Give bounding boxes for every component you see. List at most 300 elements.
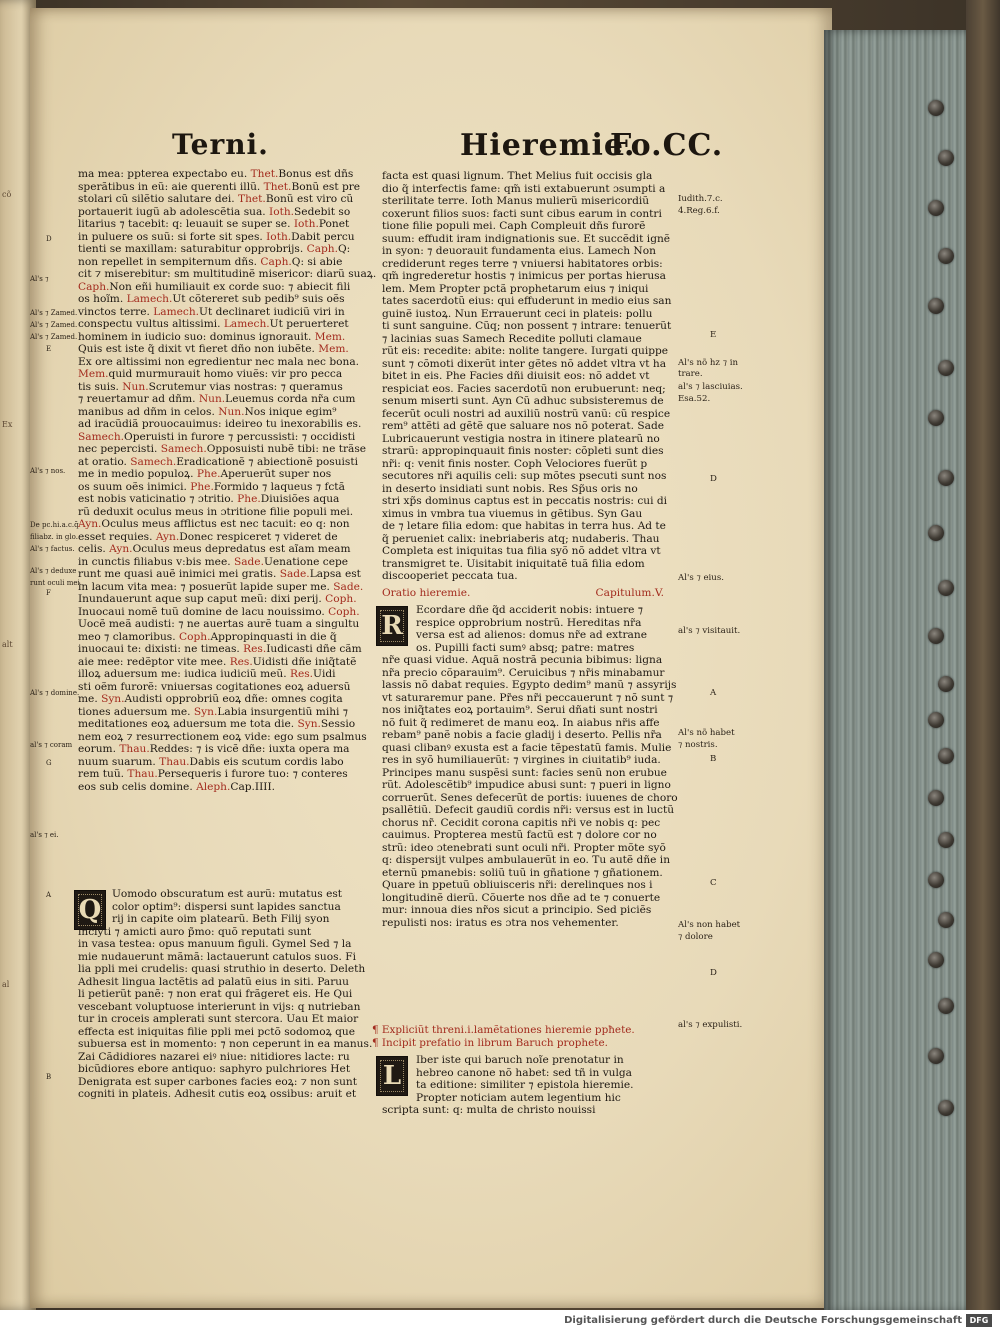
text-line: nr̃a precio cõparauim⁹. Ceruicibus ⁊ nr̃is minabamur [382, 666, 665, 679]
text-line: guinẽ iustoꝝ. Nun Errauerunt ceci in plateis: pollu [382, 307, 653, 320]
text-line [78, 743, 368, 756]
margin-note: Al's ⁊ domine. [30, 689, 80, 697]
text-line [78, 718, 368, 731]
text-line: corruerũt. Senes defecerũt de portis: iuuenes de choro [382, 791, 678, 804]
text-line: q̃ perueniet calix: inebriaberis atq; nudaberis. Thau [382, 532, 660, 545]
text-line: nr̃e quasi vidue. Aquã nostrã pecunia bibimus: ligna [382, 654, 663, 666]
line-text: eos sub celis domine. [78, 780, 197, 793]
rubric-letter: Thet. [238, 193, 266, 205]
text-line: longitudinẽ dierũ. Cõuerte nos dñe ad te ⁊ conuerte [382, 891, 661, 904]
line-text: Uocẽ meã audisti: ⁊ ne auertas aurẽ tuam a singultu [78, 618, 360, 630]
text-line: respice opprobrium nostrũ. Hereditas nr̃a [416, 616, 642, 629]
text-line: Uomodo obscuratum est aurũ: mutatus est [112, 888, 343, 900]
margin-note: De pc.hi.a.c.q̃ [30, 521, 79, 529]
text-line: secutores nr̃i aquilis celi: sup mõtes psecuti sunt nos [382, 470, 667, 482]
line-text: Iudicasti dñe cãm [266, 643, 362, 655]
line-text: tis suis. [78, 380, 123, 393]
explicit-lines [372, 1024, 672, 1049]
nail-icon [938, 676, 954, 692]
rubric-letter: Aleph. [196, 780, 231, 793]
line-text: Quis est iste q̃ dixit vt fieret dño non iubẽte. [78, 343, 319, 355]
text-line: chorus nr̃. Cecidit corona capitis nr̃i ve nobis q: pec [382, 816, 661, 829]
text-line [78, 506, 368, 519]
rubric-letter: Coph. [325, 593, 357, 605]
text-line [78, 556, 368, 569]
text-line: sunt ⁊ cõmoti dixerũt inter gẽtes nõ addet vltra vt ha [382, 357, 667, 370]
explicit-line: ¶ Expliciũt threni.i.lamẽtationes hieremie ppħete. [372, 1024, 635, 1036]
rubric-letter: Phe. [190, 480, 214, 493]
text-line: vescebant voluptuose interierunt in vijs: q nutrieban [78, 1000, 361, 1013]
margin-note: Al's ⁊ Zamed. [30, 309, 78, 317]
line-text: Donec respiceret ⁊ videret de [179, 530, 338, 543]
line-text: Bonũ est viro cũ [265, 193, 354, 205]
text-line: Zai Cãdidiores nazarei eiꝰ niue: nitidiores lacte: ru [78, 1050, 350, 1063]
line-text: os hoĩm. [78, 293, 127, 305]
line-text: Eradicationẽ ⁊ abiectionẽ posuisti [176, 455, 359, 468]
nail-icon [938, 832, 954, 848]
text-line: mie nudauerunt mãmã: lactauerunt catulos suos. Fi [78, 950, 356, 963]
margin-note: F [46, 589, 51, 597]
margin-note: ⁊ dolore [678, 932, 713, 942]
line-text: meditationes eoꝝ aduersum me tota die. [78, 718, 298, 730]
margin-note: al's ⁊ ei. [30, 831, 59, 839]
line-text: conspectu vultus altissimi. [78, 318, 224, 330]
rubric-letter: Sade. [333, 580, 364, 593]
text-line: psallẽtiũ. Defecit gaudiũ cordis nr̃i: versus est in luctũ [382, 804, 675, 816]
rubric-letter: Mem. [78, 368, 109, 380]
nail-icon [938, 748, 954, 764]
rubric-letter: Ayn. [78, 518, 102, 530]
rubric-letter: Thau. [127, 768, 158, 780]
right-text-column-lower [382, 604, 678, 929]
line-text: Bonũ est pre [291, 180, 361, 193]
line-text: Sessio [320, 718, 356, 730]
text-line: ximus in vmbra tua viuemus in gẽtibus. Syn Gau [382, 507, 643, 520]
text-line: suum: effudit iram indignationis sue. Et succẽdit ignẽ [382, 232, 671, 245]
rubric-letter: Nun. [218, 405, 245, 418]
text-line [78, 456, 368, 469]
text-line: strarũ: appropinquauit finis noster: cõpleti sunt dies [382, 445, 664, 457]
line-text: celis. [78, 543, 110, 555]
rubric-letter: Ayn. [109, 543, 133, 555]
line-text: quid murmurauit homo viuẽs: vir pro pecca [108, 368, 343, 380]
nail-icon [938, 580, 954, 596]
left-text-column-lower [78, 888, 373, 1101]
text-line: Iber iste qui baruch noĩe prenotatur in [416, 1054, 624, 1066]
nail-icon [928, 200, 944, 216]
text-line: Ecordare dñe q̃d acciderit nobis: intuere ⁊ [416, 604, 644, 616]
nail-icon [928, 872, 944, 888]
line-text: me. [78, 693, 102, 705]
text-line: q: dispersijt vulpes ambulauerũt in eo. Tu autẽ dñe in [382, 854, 671, 866]
text-line [78, 231, 368, 244]
line-text: Oculus meus depredatus est aĩam meam [132, 543, 351, 555]
margin-note: C [710, 878, 717, 888]
explicit-line: ¶ Incipit prefatio in librum Baruch prophete. [372, 1036, 608, 1049]
margin-note: Al's ⁊ Zamed. [30, 321, 78, 329]
line-text: Diuisiões aqua [260, 493, 340, 505]
text-line: ⁊ lacinias suas Samech Recedite polluti clamaue [382, 332, 642, 345]
line-text: ma mea: ppterea expectabo eu. [78, 168, 251, 180]
line-text: Ponet [318, 218, 350, 230]
text-line: dio q̃ interfectis fame: qm̃ isti extabuerunt ɔsumpti a [382, 182, 666, 195]
right-text-column-prefatio [382, 1054, 670, 1117]
margin-note: Esa.52. [678, 394, 711, 404]
text-line: inclyti ⁊ amicti auro p̃mo: quõ reputati sunt [78, 925, 312, 938]
text-line: senum miserti sunt. Ayn Cũ adhuc subsisteremus de [382, 395, 664, 407]
text-line: Lubricauerunt vestigia nostra in itinere platearũ no [382, 432, 660, 445]
rubric-letter: Ayn. [155, 530, 180, 543]
text-line: versa est ad alienos: domus nr̃e ad extrane [416, 629, 647, 641]
text-line [78, 343, 368, 356]
rubric-letter: Sade. [279, 568, 310, 580]
line-text: in puluere os suũ: si forte sit spes. [78, 230, 267, 243]
margin-note: runt oculi mei. [30, 579, 82, 587]
rubric-letter: Ioth. [293, 218, 319, 230]
line-text: hominem in iudicio suo: dominus ignorauit. [78, 330, 315, 343]
nail-icon [938, 998, 954, 1014]
nail-icon [928, 712, 944, 728]
text-line [78, 431, 368, 444]
text-line [78, 468, 368, 481]
nail-icon [938, 1100, 954, 1116]
margin-note: filiabz. in glo. [30, 533, 78, 541]
text-line [78, 568, 368, 581]
running-head-left: Terni. [172, 128, 269, 161]
line-text: Ex ore altissimi non egredientur nec mala nec bona. [78, 355, 359, 368]
nail-icon [928, 628, 944, 644]
text-line: tur in croceis amplerati sunt stercora. Uau Et maior [78, 1013, 359, 1025]
rubric-letter: Res. [229, 655, 253, 668]
funding-note: Digitalisierung gefördert durch die Deutsche Forschungsgemeinschaft [564, 1315, 962, 1326]
text-line: bitet in eis. Phe Facies dñi diuisit eos: nõ addet vt [382, 370, 650, 382]
text-line [78, 606, 368, 619]
text-line [78, 681, 368, 694]
line-text: litarius ⁊ tacebit: q: leuauit se super se. [78, 218, 294, 230]
rubric-letter: Ioth. [269, 205, 295, 218]
rubric-letter: Res. [289, 668, 314, 680]
rubric-letter: Thau. [119, 743, 150, 755]
rubric-letter: Nun. [122, 380, 149, 393]
text-line [78, 243, 368, 256]
rubric-letter: Sade. [233, 555, 264, 568]
text-line [78, 768, 368, 781]
line-text: nem eoꝝ ⁊ resurrectionem eoꝝ vide: ego sum psalmus [78, 730, 367, 743]
book-page [30, 8, 832, 1308]
text-line: ta editione: similiter ⁊ epistola hieremie. [416, 1079, 634, 1091]
text-line: vt saturaremur pane. Pr̃es nr̃i peccauerunt ⁊ nõ sunt ⁊ [382, 691, 674, 704]
text-line: in syon: ⁊ deuorauit fundamenta eius. Lamech Non [382, 245, 656, 257]
text-line: lia ppli mei crudelis: quasi struthio in deserto. Deleth [78, 963, 366, 975]
text-line [78, 181, 368, 194]
text-line: hebreo canone nõ habet: sed tñ in vulga [416, 1066, 632, 1079]
text-line: strũ: ideo ɔtenebrati sunt oculi nr̃i. Propter mõte syõ [382, 841, 666, 854]
text-line: nõ fuit q̃ redimeret de manu eoꝝ. In aiabus nr̃is affe [382, 716, 660, 729]
rubric-letter: Thet. [250, 168, 279, 180]
footer-bar [0, 1310, 1000, 1332]
margin-note: al's ⁊ lasciuias. [678, 382, 743, 392]
text-line: Quare in ppetuũ obliuisceris nr̃i: derelinques nos i [382, 879, 653, 891]
rubric-letter: Nun. [198, 393, 226, 405]
margin-note: Al's ⁊ [30, 275, 49, 283]
text-line [78, 168, 368, 181]
line-text: Aperuerũt super nos [220, 468, 332, 480]
line-text: esset requies. [78, 530, 156, 543]
text-line [78, 268, 377, 281]
line-text: Persequeris i furore tuo: ⁊ conteres [157, 768, 348, 780]
line-text: Appropinquasti in die q̃ [210, 630, 337, 643]
line-text: Leuemus corda nr̃a cum [225, 393, 356, 405]
right-text-column [382, 170, 670, 583]
nail-icon [928, 525, 944, 541]
line-text: Uidisti dñe iniq̃tatẽ [252, 655, 357, 668]
running-head-center: Hieremie. [460, 128, 636, 163]
rubric-letter: Caph. [78, 280, 110, 293]
line-text: Ut cõtereret sub pedib⁹ suis oẽs [172, 293, 345, 305]
line-text: tiones aduersum me. [78, 705, 194, 718]
line-text: Uidi [313, 668, 336, 680]
line-text: Q: [338, 243, 351, 255]
line-text: Formido ⁊ laqueus ⁊ fctã [213, 480, 345, 493]
text-line: fecerũt oculi nostri ad auxiliũ nostrũ vanũ: cũ respice [382, 407, 671, 420]
text-line: rij in capite oim platearũ. Beth Filij syon [112, 913, 330, 925]
text-line: ti sunt sanguine. Cũq; non possent ⁊ intrare: tenuerũt [382, 320, 672, 332]
nail-icon [938, 360, 954, 376]
text-line: mur: innoua dies nr̃os sicut a principio. Sed piciẽs [382, 904, 652, 916]
left-text-column [78, 168, 377, 793]
text-line: repulisti nos: iratus es ɔtra nos vehementer. [382, 916, 619, 929]
line-text: Uenatione cepe [263, 555, 349, 568]
rubric-letter: Res. [243, 643, 267, 655]
text-line: bicũdiores ebore antiquo: saphyro pulchriores Het [78, 1063, 351, 1075]
text-line [78, 218, 368, 231]
text-line: coxerunt filios suos: facti sunt cibus earum in contri [382, 207, 662, 220]
line-text: Cap.IIII. [230, 780, 276, 793]
text-line: facta est quasi lignum. Thet Melius fuit occisis gla [382, 170, 653, 182]
text-line: de ⁊ letare filia edom: que habitas in terra hus. Ad te [382, 520, 666, 532]
line-text: Lapsa est [309, 568, 361, 580]
margin-note: Al's ⁊ eius. [678, 573, 724, 583]
rubric-letter: Syn. [193, 705, 218, 718]
line-text: Operuisti in furore ⁊ percussisti: ⁊ occidisti [124, 430, 356, 443]
line-text: Ut declinaret iudiciũ viri in [199, 305, 345, 318]
line-text: Q: si abie [291, 255, 343, 268]
rubric-letter: Lamech. [153, 305, 200, 318]
line-text: Oculus meus afflictus est nec tacuit: eo q: non [101, 518, 350, 530]
line-text: est nobis vaticinatio ⁊ ɔtritio. [78, 493, 238, 505]
text-line [78, 393, 368, 406]
text-line: res in syõ humiliauerũt: ⁊ virgines in ciuitatib⁹ iuda. [382, 754, 661, 766]
text-line: transmigret te. Uisitabit iniquitatẽ tuã filia edom [382, 557, 645, 570]
margin-note: A [46, 891, 52, 899]
line-text: Scrutemur vias nostras: ⁊ queramus [148, 380, 343, 393]
text-line [78, 518, 368, 531]
text-line: color optim⁹: dispersi sunt lapides sanctua [112, 900, 341, 913]
text-line: rũt. Adolescẽtib⁹ impudice abusi sunt: ⁊ pueri in ligno [382, 779, 671, 791]
text-line [78, 668, 368, 681]
margin-note: Al's nõ habet [678, 728, 735, 738]
page-fore-edge [824, 30, 972, 1312]
text-line [78, 756, 368, 769]
line-text: Inundauerunt aque sup caput meũ: dixi perij. [78, 593, 326, 605]
margin-note: G [46, 759, 52, 767]
line-text: inuocaui te: dixisti: ne timeas. [78, 643, 244, 655]
margin-note: al's ⁊ coram [30, 741, 73, 749]
text-line [78, 331, 368, 344]
rubric-letter: Lamech. [223, 318, 270, 330]
text-line: cauimus. Propterea mestũ factũ est ⁊ dolore cor no [382, 829, 657, 841]
text-line [78, 443, 368, 456]
rubric-letter: Mem. [318, 343, 349, 355]
text-line [78, 593, 368, 606]
text-line [78, 618, 368, 631]
margin-note: al's ⁊ visitauit. [678, 626, 741, 636]
margin-note: B [46, 1073, 52, 1081]
margin-note: ⁊ nostris. [678, 740, 718, 750]
line-text: Non eñi humiliauit ex corde suo: ⁊ abiecit fili [109, 280, 351, 293]
line-text: vinctos terre. [78, 305, 154, 318]
margin-note: Al's nõ hz ⁊ in [678, 358, 738, 368]
nail-icon [938, 912, 954, 928]
text-line: lem. Mem Propter pctã prophetarum eius ⁊ iniqui [382, 282, 649, 295]
oratio-title: Oratio hieremie. [382, 587, 471, 599]
text-line [78, 281, 368, 294]
line-text: me in medio populoꝝ. [78, 468, 197, 480]
text-line [78, 581, 368, 594]
margin-note: D [46, 235, 52, 243]
margin-note: D [710, 474, 717, 484]
book-cover [966, 0, 1000, 1310]
nail-icon [938, 150, 954, 166]
text-line: scripta sunt: q: multa de christo nouissi [382, 1104, 596, 1116]
text-line: nr̃i: q: venit finis noster. Coph Velociores fuerũt p [382, 457, 648, 470]
line-text: in cunctis filiabus v:bis mee. [78, 555, 234, 568]
line-text: illoꝝ aduersum me: iudica iudiciũ meũ. [78, 668, 290, 680]
text-line [78, 693, 368, 706]
rubric-letter: Samech. [160, 443, 207, 455]
text-line: qm̃ ingrederetur hostis ⁊ inimicus per portas hierusa [382, 270, 666, 282]
chapter-number: Capitulum.V. [595, 587, 664, 599]
rubric-letter: Thet. [263, 180, 292, 193]
text-line: effecta est iniquitas filie ppli mei pctõ sodomoꝝ que [78, 1025, 355, 1038]
line-text: in lacum vita mea: ⁊ posuerũt lapide super me. [78, 580, 334, 593]
text-line [78, 256, 368, 269]
margin-note: Iudith.7.c. [678, 194, 723, 204]
rubric-letter: Phe. [237, 493, 261, 505]
text-line [78, 193, 368, 206]
text-line: os. Pupilli facti sumꝰ absq; patre: matres [416, 641, 635, 654]
line-text: ad iracũdiã prouocauimus: ideireo tu inexorabilis es. [78, 418, 362, 430]
text-line: Completa est iniquitas tua filia syõ nõ addet vltra vt [382, 545, 661, 557]
text-line [78, 731, 368, 744]
line-text: sperãtibus in eũ: aie querenti illũ. [78, 180, 264, 193]
text-line [78, 631, 368, 644]
margin-note: Al's non habet [678, 920, 741, 930]
margin-note: Al's ⁊ nos. [30, 467, 66, 475]
margin-note: al's ⁊ expulisti. [678, 1020, 743, 1030]
text-line: tates sacerdotũ eius: qui effuderunt in medio eius san [382, 295, 672, 307]
rubric-letter: Coph. [328, 605, 360, 618]
line-text: meo ⁊ clamoribus. [78, 630, 179, 643]
nail-icon [938, 470, 954, 486]
line-text: aie mee: redẽptor vite mee. [78, 655, 230, 668]
rubric-letter: Mem. [314, 330, 346, 343]
text-line [78, 206, 368, 219]
line-text: nec pepercisti. [78, 443, 161, 455]
nail-icon [928, 410, 944, 426]
line-text: runt me quasi auẽ inimici mei gratis. [78, 568, 280, 580]
dfg-logo: DFG [966, 1314, 992, 1327]
line-text: Bonus est dñs [278, 168, 354, 180]
text-line: crediderunt reges terre ⁊ vniuersi habitatores orbis: [382, 257, 663, 270]
text-line [78, 543, 368, 556]
line-text: at oratio. [78, 455, 131, 468]
margin-note: E [46, 345, 52, 353]
text-line: lassis nõ dabat requies. Egypto dedim⁹ manũ ⁊ assyrijs [382, 679, 677, 691]
text-line: respiciat eos. Facies sacerdotũ non erubuerunt: neq; [382, 382, 666, 395]
rubric-letter: Thau. [159, 755, 190, 768]
text-line [78, 368, 368, 381]
rubric-letter: Samech. [78, 430, 125, 443]
line-text: non repellet in sempiternum dñs. [78, 255, 261, 268]
line-text: Dabis eis scutum cordis labo [189, 755, 344, 768]
text-line [78, 643, 368, 656]
line-text: Audisti opprobriũ eoꝝ dñe: omnes cogita [124, 693, 343, 705]
text-line: rem⁹ attẽti ad gẽtẽ que saluare nos nõ poterat. Sade [382, 420, 664, 432]
text-line: discooperiet peccata tua. [382, 570, 518, 582]
rubric-letter: Syn. [101, 693, 125, 705]
line-text: Nos inique egim⁹ [244, 405, 337, 418]
text-line: li petierũt panẽ: ⁊ non erat qui frãgeret eis. He Qui [78, 988, 353, 1000]
text-line: eternũ pmanebis: soliũ tuũ in gñatione ⁊ gñationem. [382, 866, 663, 879]
margin-note: B [710, 754, 717, 764]
text-line [78, 493, 368, 506]
rubric-letter: Syn. [297, 718, 321, 730]
margin-note: Al's ⁊ deduxe [30, 567, 77, 575]
line-text: portauerit iugũ ab adolescẽtia sua. [78, 205, 270, 218]
rubric-letter: Caph. [260, 255, 292, 268]
line-text: sti oẽm furorẽ: vniuersas cogitationes eoꝝ aduersũ [78, 680, 351, 693]
text-line [78, 356, 368, 369]
line-text: nuum suarum. [78, 755, 160, 768]
initial-q: Q [74, 890, 106, 930]
line-text: Sedebit so [294, 205, 351, 218]
text-line: rũt eis: recedite: abite: nolite tangere. Iurgati quippe [382, 345, 669, 357]
text-line: in vasa testea: opus manuum figuli. Gymel Sed ⁊ la [78, 938, 352, 950]
text-line: Propter noticiam autem legentium hic [416, 1091, 621, 1104]
line-text: cit ⁊ miserebitur: sm multitudinẽ misericor: diarũ suaꝝ. [78, 268, 377, 280]
initial-l: L [376, 1056, 408, 1096]
text-line [78, 318, 368, 331]
text-line: quasi clibanꝰ exusta est a facie tẽpestatũ famis. Mulie [382, 741, 672, 754]
text-line [78, 656, 368, 669]
text-line: subuersa est in momento: ⁊ non ceperunt in ea manus. [78, 1038, 373, 1050]
text-line: Adhesit lingua lactẽtis ad palatũ eius in siti. Paruu [78, 975, 349, 988]
nail-icon [938, 248, 954, 264]
line-text: ⁊ reuertamur ad dñm. [78, 393, 199, 405]
nail-icon [928, 952, 944, 968]
margin-note: trare. [678, 369, 703, 379]
nail-icon [928, 298, 944, 314]
rubric-letter: Phe. [196, 468, 221, 480]
rubric-letter: Samech. [130, 455, 177, 468]
text-line [78, 381, 368, 394]
margin-note: E [710, 330, 717, 340]
text-line: in deserto insidiati sunt nobis. Res Sp̃us oris no [382, 482, 638, 495]
line-text: os suum oẽs inimici. [78, 480, 191, 493]
margin-note: Al's ⁊ factus. [30, 545, 75, 553]
facing-page-text: al [2, 980, 10, 989]
